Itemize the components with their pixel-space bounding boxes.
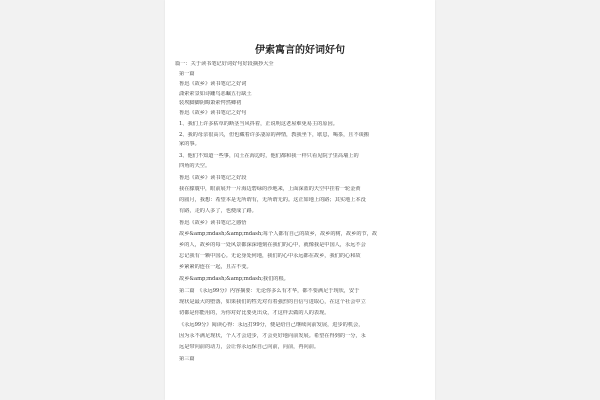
paragraph-line: 故乡&amp;mdash;&amp;mdash;我们的根。 [179, 276, 289, 282]
paragraph-line: 四角的天空。 [179, 163, 211, 169]
section-heading-1: 篇一：关于读书笔记好词好句好段摘抄大全 [175, 61, 274, 67]
paragraph-line: 的圆月，我想：希望本是无所谓有，无所谓无的。这正如地上的路；其实地上本没 [179, 197, 366, 203]
subheading: 鲁迅《故乡》读书笔记之好词 [179, 81, 247, 87]
paragraph-line: 1、我们上许多枯草的断茎当风抖着，正说明这老屋难免易主的原因。 [179, 121, 338, 127]
paragraph-line: 有路，走的人多了，也便成了路。 [179, 208, 257, 214]
subheading: 鲁迅《故乡》读书笔记之好句 [179, 110, 247, 116]
paragraph-line: 我在朦胧中，眼前展开一片海边碧绿的沙地来，上面深蓝的天空中挂着一轮金黄 [179, 186, 361, 192]
paragraph-line: 因为永不满足现状，个人才会进步，才会更好地向前发展。希望在得到的一分，永 [179, 333, 366, 339]
paragraph-line: 《永远99分》阅读心得：永远打99分，便是给自己继续向前发展，进步的机会， [179, 322, 364, 328]
paragraph-line: 现状是最大的堕落，如果我们的牲先对有着强烈的自信与进取心，在这个社会中立 [179, 299, 366, 305]
paragraph-line: 潇索索景如诗跚鸟恶瞩五行缺土 [179, 91, 252, 97]
article-heading: 第三篇 [179, 356, 195, 362]
document-title: 伊索寓言的好词好句 [255, 45, 345, 56]
subheading: 鲁迅《故乡》读书笔记之好段 [179, 175, 247, 181]
article-heading: 第一篇 [179, 71, 195, 77]
paragraph-line: 装埃脚脚阴晦萧索愕然卿初 [179, 100, 242, 106]
paragraph-line: 故乡&amp;mdash;&amp;mdash;每个人都有自己的故乡，故乡的树，故乡的节，故 [179, 231, 378, 237]
paragraph-line: 切都是你能用的，为你对好比要更出众，才这样去做的人的表现。 [179, 310, 330, 316]
paragraph-line: 3、他们不知道一些事，闰土在海边时，他们都和我一样只看见院子里高墙上的 [179, 153, 359, 159]
document-page [165, 0, 435, 400]
paragraph-line: 第二篇 《永远99分》内容摘要：无论你多么有才华，都不要满足于现状，安于 [179, 288, 360, 294]
paragraph-line: 2、我的母亲很高兴，但也藏着许多凄凉的神情，教我坐下，歇息，喝茶，且不谈搬 [179, 132, 370, 138]
subheading: 鲁迅《故乡》读书笔记之感悟 [179, 220, 247, 226]
paragraph-line: 乡紧紧的连在一起，且古不变。 [179, 264, 252, 270]
paragraph-line: 家的事。 [179, 141, 200, 147]
paragraph-line: 远是带向前的动力，会让你永远保自己向前，向前，再向前。 [179, 344, 320, 350]
paragraph-line: 忘记我有一颗中国心。无论身处何地，我们的心中永远都在故乡，我们的心和故 [179, 253, 361, 259]
paragraph-line: 乡的人，故乡的每一处风景都深深地刻在我们的心中，就像我是中国人，永远不会 [179, 242, 366, 248]
